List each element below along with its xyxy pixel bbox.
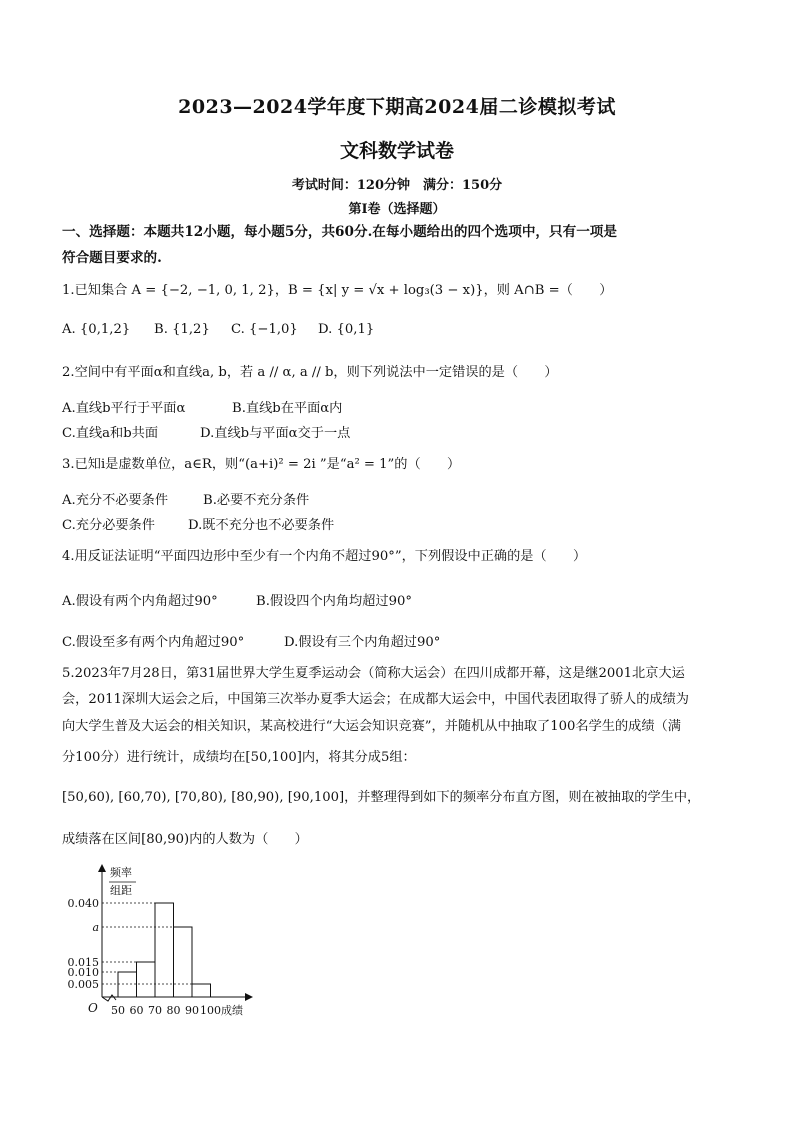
q4-option-b: B.假设四个内角均超过90° bbox=[256, 594, 412, 609]
histogram-bar bbox=[118, 972, 137, 997]
exam-title: 2023—2024学年度下期高2024届二诊模拟考试 bbox=[178, 96, 616, 118]
q1-option-c: C. {−1,0} bbox=[231, 322, 298, 337]
x-tick-label: 70 bbox=[148, 1004, 162, 1017]
q4-option-a: A.假设有两个内角超过90° bbox=[62, 594, 218, 609]
x-tick-label: 60 bbox=[129, 1004, 144, 1017]
q3-option-b: B.必要不充分条件 bbox=[203, 493, 310, 508]
y-tick-label: 0.040 bbox=[67, 897, 99, 910]
histogram-bar bbox=[137, 962, 156, 997]
y-tick-label: 0.010 bbox=[67, 966, 99, 979]
x-tick-label: 100 bbox=[200, 1004, 221, 1017]
q3-option-a: A.充分不必要条件 bbox=[62, 493, 169, 508]
q1-option-a: A. {0,1,2} bbox=[62, 322, 131, 337]
q4-option-c: C.假设至多有两个内角超过90° bbox=[62, 635, 245, 650]
origin-label: O bbox=[88, 1001, 98, 1015]
x-tick-label: 80 bbox=[166, 1004, 181, 1017]
q2-option-b: B.直线b在平面α内 bbox=[232, 401, 343, 416]
x-axis-label: 成绩 bbox=[221, 1004, 243, 1017]
y-tick-label: 0.005 bbox=[67, 978, 99, 991]
q2-option-d: D.直线b与平面α交于一点 bbox=[200, 426, 351, 441]
y-axis-arrow bbox=[98, 864, 106, 872]
q3-option-d: D.既不充分也不必要条件 bbox=[188, 518, 335, 533]
q2-option-a: A.直线b平行于平面α bbox=[62, 401, 186, 416]
ylabel-denominator: 组距 bbox=[110, 884, 132, 897]
q1-option-b: B. {1,2} bbox=[154, 322, 210, 337]
q5-line-4: 分100分）进行统计，成绩均在[50,100]内，将其分成5组： bbox=[62, 750, 416, 765]
histogram-bar bbox=[192, 984, 211, 997]
q3-option-c: C.充分必要条件 bbox=[62, 518, 155, 533]
x-axis-arrow bbox=[245, 993, 253, 1001]
histogram-bar bbox=[155, 903, 174, 997]
q5-line-5: [50,60), [60,70), [70,80), [80,90), [90,100]，并整理得到如下的频率分布直方图，则在被抽取的学生中， bbox=[62, 790, 701, 805]
q5-line-3: 向大学生普及大运会的相关知识，某高校进行“大运会知识竞赛”，并随机从中抽取了100名学生的成绩（满 bbox=[62, 719, 681, 734]
q5-line-1: 5.2023年7月28日，第31届世界大学生夏季运动会（简称大运会）在四川成都开幕，这是继2001北京大运 bbox=[62, 666, 685, 681]
x-tick-label: 90 bbox=[185, 1004, 199, 1017]
exam-subtitle: 文科数学试卷 bbox=[339, 140, 454, 162]
q5-line-2: 会，2011深圳大运会之后，中国第三次举办夏季大运会；在成都大运会中，中国代表团取得了骄人的成绩为 bbox=[62, 692, 689, 707]
section-instructions-line1: 一、选择题：本题共12小题，每小题5分，共60分.在每小题给出的四个选项中，只有一项是 bbox=[62, 224, 617, 240]
q1-stem: 1.已知集合 A = {−2, −1, 0, 1, 2}，B = {x| y = √x + log₃(3 − x)}，则 A∩B =（ ） bbox=[62, 283, 613, 298]
histogram-bar bbox=[174, 927, 193, 997]
q3-stem: 3.已知i是虚数单位，a∈R，则“(a+i)² = 2i ”是“a² = 1”的（ ） bbox=[62, 457, 461, 472]
ylabel-numerator: 频率 bbox=[110, 866, 132, 879]
q1-option-d: D. {0,1} bbox=[318, 322, 375, 337]
q2-stem: 2.空间中有平面α和直线a, b，若 a // α, a // b，则下列说法中一定错误的是（ ） bbox=[62, 365, 558, 380]
q4-stem: 4.用反证法证明“平面四边形中至少有一个内角不超过90°”，下列假设中正确的是（ ） bbox=[62, 549, 587, 564]
exam-info: 考试时间：120分钟 满分：150分 bbox=[291, 178, 503, 193]
q5-line-6: 成绩落在区间[80,90)内的人数为（ ） bbox=[62, 832, 308, 847]
axis-break-mark bbox=[102, 995, 116, 1001]
x-tick-label: 50 bbox=[111, 1004, 125, 1017]
section-instructions-line2: 符合题目要求的. bbox=[62, 250, 162, 266]
y-tick-label: a bbox=[92, 921, 99, 934]
volume-label: 第Ⅰ卷（选择题） bbox=[348, 202, 446, 217]
y-tick-label: 0.015 bbox=[67, 956, 99, 969]
q2-option-c: C.直线a和b共面 bbox=[62, 426, 159, 441]
q4-option-d: D.假设有三个内角超过90° bbox=[284, 635, 441, 650]
frequency-histogram bbox=[67, 862, 270, 1032]
